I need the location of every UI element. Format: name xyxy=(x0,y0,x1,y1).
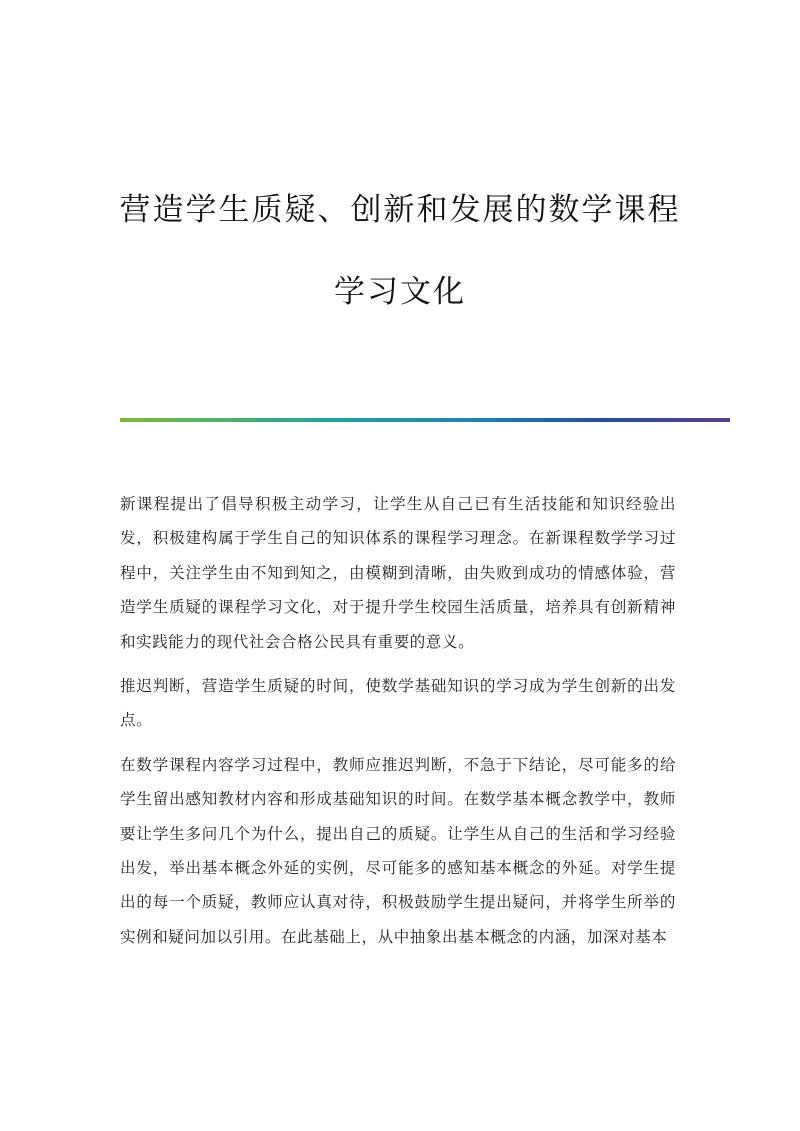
paragraph-1: 新课程提出了倡导积极主动学习，让学生从自己已有生活技能和知识经验出发，积极建构属于学生自己的知识体系的课程学习理念。在新课程数学学习过程中，关注学生由不知到知之，由模糊到清晰，由失败到成功的情感体验，营造学生质疑的课程学习文化，对于提升学生校园生活质量，培养具有创新精神和实践能力的现代社会合格公民具有重要的意义。 xyxy=(120,495,676,651)
paragraph-3: 在数学课程内容学习过程中，教师应推迟判断，不急于下结论，尽可能多的给学生留出感知教材内容和形成基础知识的时间。在数学基本概念教学中，教师要让学生多问几个为什么，提出自己的质疑。让学生从自己的生活和学习经验出发，举出基本概念外延的实例，尽可能多的感知基本概念的外延。对学生提出的每一个质疑，教师应认真对待，积极鼓励学生提出疑问，并将学生所举的实例和疑问加以引用。在此基础上，从中抽象出基本概念的内涵，加深对基本 xyxy=(120,755,676,946)
title-divider xyxy=(120,418,730,422)
document-body xyxy=(120,487,676,964)
document-title-line-2: 学习文化 xyxy=(334,274,466,310)
document-title-line-1: 营造学生质疑、创新和发展的数学课程 xyxy=(119,192,681,228)
paragraph-2: 推迟判断，营造学生质疑的时间，使数学基础知识的学习成为学生创新的出发点。 xyxy=(120,677,676,730)
